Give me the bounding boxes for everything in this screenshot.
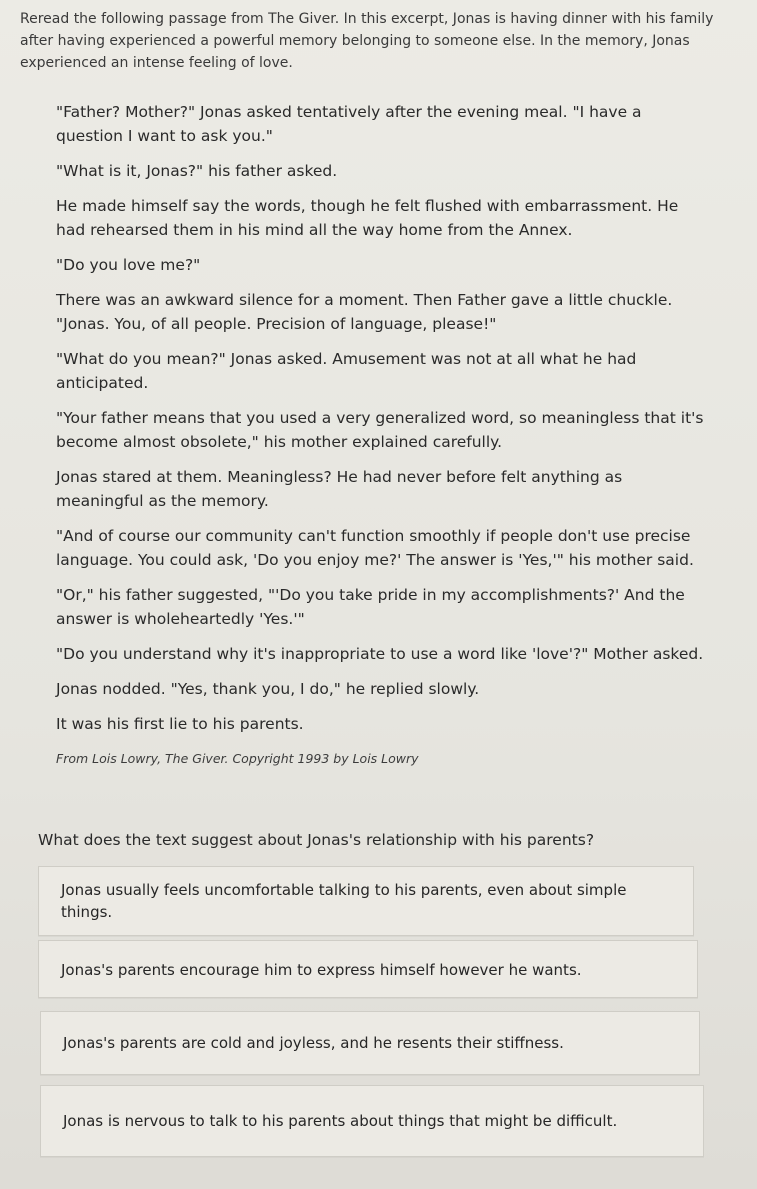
passage-paragraph: "What is it, Jonas?" his father asked.: [56, 162, 338, 180]
answer-choice-b[interactable]: Jonas's parents encourage him to express himself however he wants.: [38, 940, 698, 998]
question-text: What does the text suggest about Jonas's relationship with his parents?: [38, 831, 595, 849]
answer-choice-c[interactable]: Jonas's parents are cold and joyless, and he resents their stiffness.: [40, 1011, 700, 1075]
answer-choice-a[interactable]: Jonas usually feels uncomfortable talking to his parents, even about simple things.: [38, 866, 694, 936]
passage: [56, 100, 706, 782]
answer-choice-d[interactable]: Jonas is nervous to talk to his parents about things that might be difficult.: [40, 1085, 704, 1157]
citation: From Lois Lowry, The Giver. Copyright 1993 by Lois Lowry: [56, 751, 419, 766]
passage-paragraph: Jonas stared at them. Meaningless? He had never before felt anything as meaningful as the memory.: [56, 468, 623, 510]
passage-paragraph: He made himself say the words, though he felt flushed with embarrassment. He had rehearsed them in his mind all the way home from the Annex.: [56, 197, 679, 239]
passage-paragraph: "Do you love me?": [56, 256, 201, 274]
passage-paragraph: "Or," his father suggested, "'Do you take pride in my accomplishments?' And the answer is wholeheartedly 'Yes.'": [56, 586, 685, 628]
passage-paragraph: There was an awkward silence for a moment. Then Father gave a little chuckle. "Jonas. You, of all people. Precision of language, please!": [56, 291, 673, 333]
passage-paragraph: Jonas nodded. "Yes, thank you, I do," he replied slowly.: [56, 680, 480, 698]
passage-paragraph: "What do you mean?" Jonas asked. Amusement was not at all what he had anticipated.: [56, 350, 637, 392]
passage-paragraph: "Your father means that you used a very generalized word, so meaningless that it's become almost obsolete," his mother explained carefully.: [56, 409, 704, 451]
passage-paragraph: "Do you understand why it's inappropriate to use a word like 'love'?" Mother asked.: [56, 645, 704, 663]
instructions-text: Reread the following passage from The Giver. In this excerpt, Jonas is having dinner with his family after having experienced a powerful memory belonging to someone else. In the memory, Jonas experienced an intense feeling of love.: [20, 11, 714, 71]
passage-paragraph: "Father? Mother?" Jonas asked tentatively after the evening meal. "I have a question I want to ask you.": [56, 103, 642, 145]
passage-paragraph: It was his first lie to his parents.: [56, 715, 304, 733]
passage-paragraph: "And of course our community can't function smoothly if people don't use precise language. You could ask, 'Do you enjoy me?' The answer is 'Yes,'" his mother said.: [56, 527, 694, 569]
